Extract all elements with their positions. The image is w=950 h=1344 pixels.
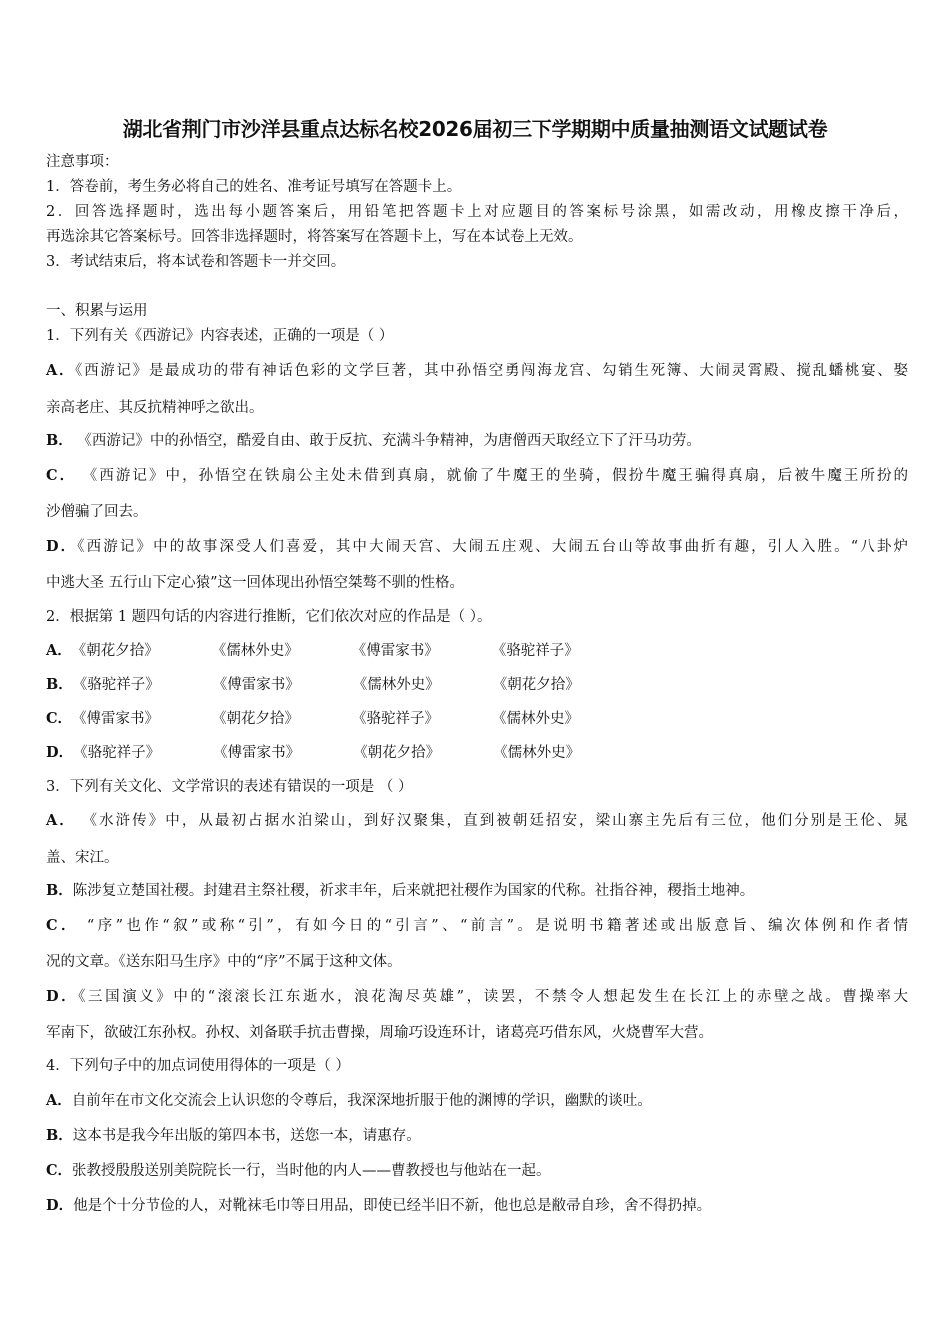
option-label: A． [46,642,72,659]
option-item: 《傅雷家书》 [351,643,439,659]
notice-item-2a: 2．回答选择题时，选出每小题答案后，用铅笔把答题卡上对应题目的答案标号涂黑，如需改动，用橡皮擦干净后， [46,204,908,220]
q2-option-b [46,675,908,695]
option-item: 《儒林外史》 [492,711,580,727]
q1-option-d [46,537,908,557]
option-item: 《朝花夕拾》 [71,643,159,659]
option-item: 《儒林外史》 [493,745,581,761]
q4-option-c [46,1161,908,1181]
option-label: C． [46,917,79,934]
q3-option-a-cont: 盖、宋江。 [46,850,119,866]
q3-option-d-cont: 军南下，欲破江东孙权。孙权、刘备联手抗击曹操，周瑜巧设连环计，诸葛亮巧借东风，火烧曹军大营。 [46,1025,713,1041]
q3-stem: 3．下列有关文化、文学常识的表述有错误的一项是 （ ） [46,779,413,795]
option-label: A． [46,362,76,379]
q1-option-b [46,431,908,451]
q1-option-c-cont: 沙僧骗了回去。 [46,504,148,520]
notice-item-3: 3．考试结束后，将本试卷和答题卡一并交回。 [46,254,346,270]
option-item: 《朝花夕拾》 [212,711,300,727]
option-item: 《傅雷家书》 [72,711,160,727]
q1-stem: 1．下列有关《西游记》内容表述，正确的一项是（ ） [46,328,394,344]
option-label: A． [46,812,76,829]
section-heading: 一、积累与运用 [46,303,148,319]
notice-heading: 注意事项： [46,154,119,170]
option-text: “序”也作“叙”或称“引”，有如今日的“引言”、“前言”。是说明书籍著述或出版意旨、编次体例和作者情 [78,918,908,934]
option-label: A． [46,1092,72,1109]
notice-item-1: 1．答卷前，考生务必将自己的姓名、准考证号填写在答题卡上。 [46,179,462,195]
option-text: 《水浒传》中，从最初占据水泊梁山，到好汉聚集，直到被朝廷招安，梁山寨主先后有三位，他们分别是王伦、晁 [75,813,908,829]
option-item: 《傅雷家书》 [213,745,301,761]
q1-option-a [46,361,908,381]
option-item: 《骆驼祥子》 [352,711,440,727]
option-item: 《儒林外史》 [211,643,299,659]
q3-option-d [46,987,908,1007]
option-item: 《骆驼祥子》 [73,745,161,761]
option-label: D． [46,988,79,1005]
option-label: B． [46,676,73,693]
option-text: 他是个十分节俭的人，对靴袜毛巾等日用品，即使已经半旧不新，他也总是敝帚自珍，舍不得扔掉。 [73,1198,712,1214]
option-text: 《西游记》中的孙悟空，酷爱自由、敢于反抗、充满斗争精神，为唐僧西天取经立下了汗马功劳。 [72,433,701,449]
option-label: B． [46,882,73,899]
option-label: C． [46,710,73,727]
q3-option-c-cont: 况的文章。《送东阳马生序》中的“序”不属于这种文体。 [46,954,402,970]
q1-option-c [46,466,908,486]
q4-option-a [46,1091,908,1111]
option-text: 《三国演义》中的“滚滚长江东逝水，浪花淘尽英雄”，读罢，不禁令人想起发生在长江上的赤壁之战。曹操率大 [78,989,908,1005]
option-label: B． [46,1127,73,1144]
option-label: C． [46,1162,73,1179]
option-text: 张教授殷殷送别美院院长一行，当时他的内人——曹教授也与他站在一起。 [72,1163,551,1179]
q2-option-a [46,641,908,661]
notice-item-2b: 再选涂其它答案标号。回答非选择题时，将答案写在答题卡上，写在本试卷上无效。 [46,229,583,245]
option-text: 《西游记》中，孙悟空在铁扇公主处未借到真扇，就偷了牛魔王的坐骑，假扮牛魔王骗得真扇，后被牛魔王所扮的 [76,468,908,484]
q2-option-c [46,709,908,729]
option-item: 《朝花夕拾》 [492,677,580,693]
q3-option-b [46,881,908,901]
option-text: 《西游记》是最成功的带有神话色彩的文学巨著，其中孙悟空勇闯海龙宫、勾销生死簿、大闹灵霄殿、搅乱蟠桃宴、娶 [75,363,908,379]
option-label: C． [46,467,77,484]
option-item: 《傅雷家书》 [212,677,300,693]
option-text: 自前年在市文化交流会上认识您的令尊后，我深深地折服于他的渊博的学识，幽默的谈吐。 [71,1093,652,1109]
option-text: 陈涉复立楚国社稷。封建君主祭社稷，祈求丰年，后来就把社稷作为国家的代称。社指谷神，稷指土地神。 [72,883,755,899]
q3-option-a [46,811,908,831]
page-title: 湖北省荆门市沙洋县重点达标名校2026届初三下学期期中质量抽测语文试题试卷 [122,117,828,141]
option-label: B． [46,432,73,449]
q1-option-a-cont: 亲高老庄、其反抗精神呼之欲出。 [46,400,264,416]
option-text: 这本书是我今年出版的第四本书，送您一本，请惠存。 [72,1128,421,1144]
option-label: D． [46,1197,74,1214]
q2-stem: 2．根据第 1 题四句话的内容进行推断，它们依次对应的作品是（ ）。 [46,609,492,625]
q1-option-d-cont: 中逃大圣 五行山下定心猿”这一回体现出孙悟空桀骜不驯的性格。 [46,575,465,591]
q2-option-d [46,743,908,763]
option-item: 《朝花夕拾》 [353,745,441,761]
q4-stem: 4．下列句子中的加点词使用得体的一项是（ ） [46,1058,350,1074]
option-item: 《儒林外史》 [352,677,440,693]
option-item: 《骆驼祥子》 [491,643,579,659]
option-item: 《骆驼祥子》 [72,677,160,693]
q4-option-b [46,1126,908,1146]
option-label: D． [46,538,78,555]
option-label: D． [46,744,74,761]
option-text: 《西游记》中的故事深受人们喜爱，其中大闹天宫、大闹五庄观、大闹五台山等故事曲折有趣，引人入胜。“八卦炉 [77,539,908,555]
q3-option-c [46,916,908,936]
q4-option-d [46,1196,908,1216]
